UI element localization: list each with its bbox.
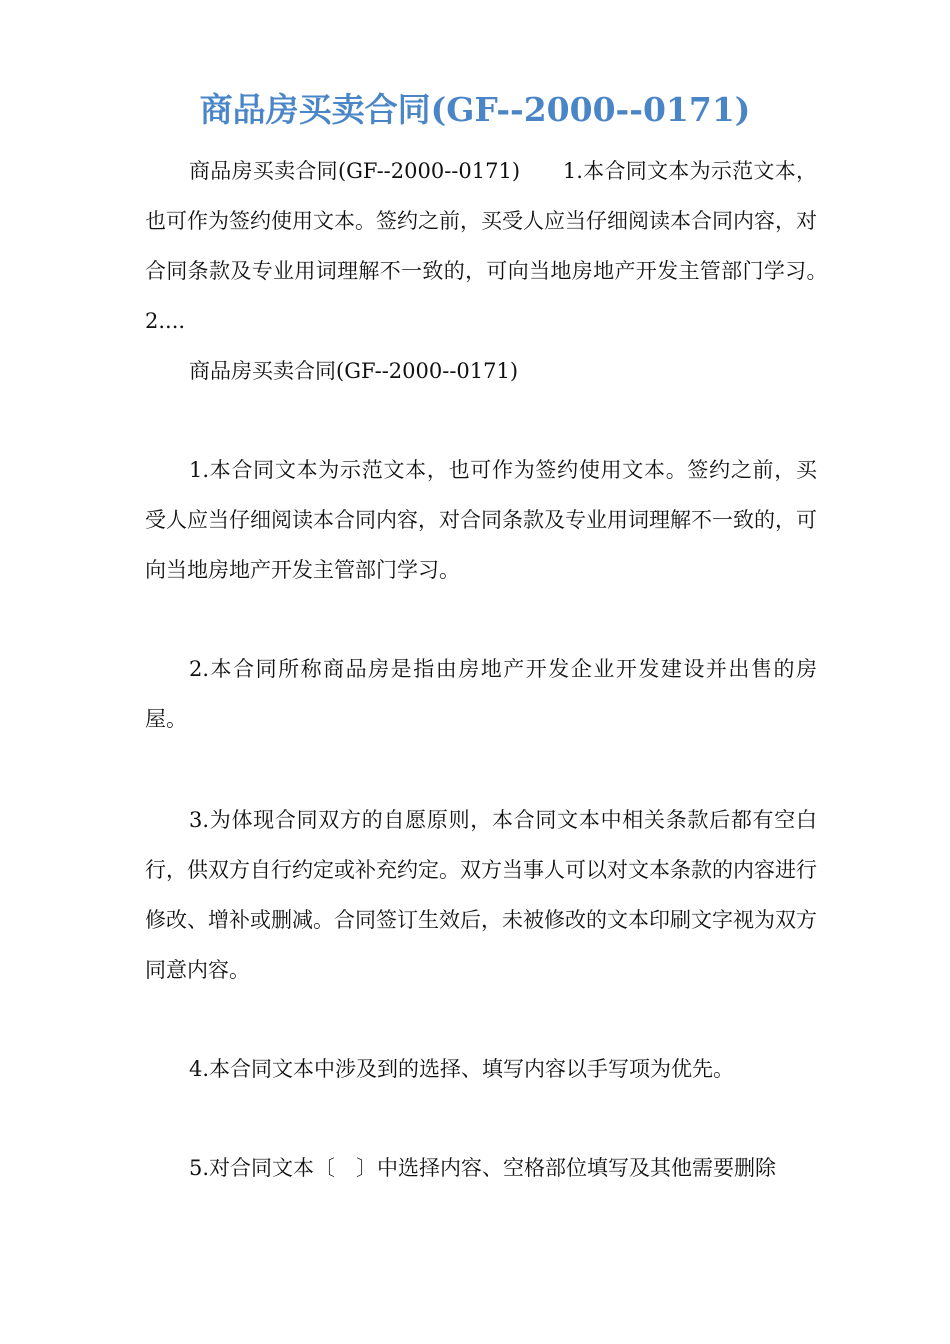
clause-1-paragraph: 1.本合同文本为示范文本，也可作为签约使用文本。签约之前，买受人应当仔细阅读本合同内容，对合同条款及专业用词理解不一致的，可向当地房地产开发主管部门学习。 (145, 458, 817, 582)
clause-5-paragraph: 5.对合同文本〔 〕中选择内容、空格部位填写及其他需要删除 (189, 1156, 777, 1180)
document-title: 商品房买卖合同(GF--2000--0171) (199, 90, 751, 129)
contract-name-paragraph: 商品房买卖合同(GF--2000--0171) (189, 359, 519, 383)
clause-2-paragraph: 2.本合同所称商品房是指由房地产开发企业开发建设并出售的房屋。 (145, 657, 817, 731)
summary-paragraph: 商品房买卖合同(GF--2000--0171) 1.本合同文本为示范文本，也可作为签约使用文本。签约之前，买受人应当仔细阅读本合同内容，对合同条款及专业用词理解不一致的，可向当地房地产开发主管部门学习。 2.... (145, 159, 859, 333)
clause-4-paragraph: 4.本合同文本中涉及到的选择、填写内容以手写项为优先。 (189, 1057, 735, 1081)
clause-3-paragraph: 3.为体现合同双方的自愿原则，本合同文本中相关条款后都有空白行，供双方自行约定或补充约定。双方当事人可以对文本条款的内容进行修改、增补或删减。合同签订生效后，未被修改的文本印刷文字视为双方同意内容。 (145, 808, 817, 982)
